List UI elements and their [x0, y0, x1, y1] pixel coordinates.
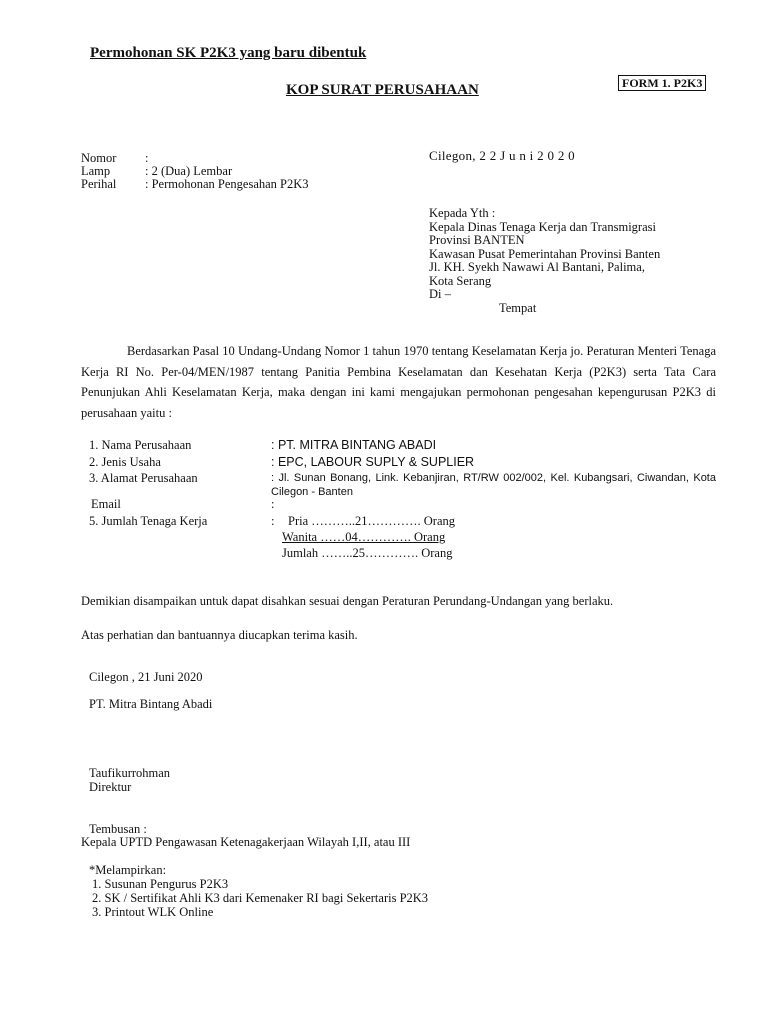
- workforce-male: Pria ………..21…………. Orang: [288, 514, 455, 528]
- item-value: :: [271, 497, 275, 511]
- item-value: : EPC, LABOUR SUPLY & SUPLIER: [271, 455, 475, 469]
- business-type-row: [89, 455, 474, 469]
- recipient-line: Provinsi BANTEN: [429, 233, 525, 247]
- workforce-row: [89, 514, 274, 528]
- item-label: Email: [91, 497, 121, 511]
- recipient-address: [429, 207, 660, 315]
- workforce-female: Wanita ……04…………. Orang: [282, 530, 446, 544]
- meta-value: : Permohonan Pengesahan P2K3: [145, 177, 309, 191]
- email-row: [91, 497, 274, 511]
- item-value: : PT. MITRA BINTANG ABADI: [271, 438, 437, 452]
- item-value: :: [271, 514, 275, 528]
- signature-place-date: Cilegon , 21 Juni 2020: [89, 670, 203, 684]
- item-label: 1. Nama Perusahaan: [89, 438, 192, 452]
- tembusan-value: Kepala UPTD Pengawasan Ketenagakerjaan Wilayah I,II, atau III: [81, 835, 411, 849]
- body-paragraph: Berdasarkan Pasal 10 Undang-Undang Nomor 1 tahun 1970 tentang Keselamatan Kerja jo. Peraturan Menteri Tenaga Kerja RI No. Per-04/MEN/1987 tentang Panitia Pembina Keselamatan dan Kesehatan Kerja (P2K3) serta Tata Cara Penunjukan Ahli Keselamatan Kerja, maka dengan ini kami mengajukan permohonan pengesahan kepengurusan P2K3 di perusahaan yaitu :: [81, 344, 716, 420]
- recipient-line: Kepada Yth :: [429, 206, 496, 220]
- meta-key: Lamp: [81, 164, 111, 178]
- address-row: [89, 471, 271, 485]
- company-name-row: [89, 438, 436, 452]
- meta-row-nomor: [81, 151, 148, 165]
- recipient-line: Kepala Dinas Tenaga Kerja dan Transmigrasi: [429, 219, 656, 234]
- meta-row-lamp: [81, 164, 232, 178]
- attachments-label: *Melampirkan:: [89, 863, 167, 877]
- signature-company: PT. Mitra Bintang Abadi: [89, 697, 213, 711]
- recipient-line: Kawasan Pusat Pemerintahan Provinsi Banten: [429, 246, 661, 261]
- closing-line-2: Atas perhatian dan bantuannya diucapkan terima kasih.: [81, 628, 358, 642]
- meta-key: Nomor: [81, 151, 117, 165]
- item-label: 3. Alamat Perusahaan: [89, 471, 198, 485]
- meta-value: :: [145, 151, 149, 165]
- form-label-box: FORM 1. P2K3: [618, 75, 706, 91]
- item-label: 2. Jenis Usaha: [89, 455, 161, 469]
- attachment-item: 2. SK / Sertifikat Ahli K3 dari Kemenaker RI bagi Sekertaris P2K3: [92, 891, 429, 905]
- recipient-line: Di –: [429, 287, 451, 301]
- signatory-position: Direktur: [89, 780, 132, 794]
- recipient-line: Kota Serang: [429, 273, 492, 288]
- address-value: : Jl. Sunan Bonang, Link. Kebanjiran, RT/RW 002/002, Kel. Kubangsari, Ciwandan, Kota Cilegon - Banten: [271, 472, 716, 498]
- meta-key: Perihal: [81, 177, 117, 191]
- meta-row-perihal: [81, 177, 309, 191]
- meta-value: : 2 (Dua) Lembar: [145, 164, 233, 178]
- letterhead-placeholder: KOP SURAT PERUSAHAAN: [286, 82, 479, 98]
- document-title: Permohonan SK P2K3 yang baru dibentuk: [90, 45, 367, 61]
- tembusan-label: Tembusan :: [89, 822, 147, 836]
- item-label: 5. Jumlah Tenaga Kerja: [89, 514, 208, 528]
- closing-line-1: Demikian disampaikan untuk dapat disahkan sesuai dengan Peraturan Perundang-Undangan yang berlaku.: [81, 594, 614, 608]
- signatory-name: Taufikurrohman: [89, 766, 171, 780]
- attachment-item: 3. Printout WLK Online: [92, 905, 214, 919]
- letter-date: Cilegon, 2 2 J u n i 2 0 2 0: [429, 148, 575, 163]
- recipient-line: Jl. KH. Syekh Nawawi Al Bantani, Palima,: [429, 260, 645, 274]
- workforce-total: Jumlah ……..25…………. Orang: [282, 546, 453, 560]
- attachment-item: 1. Susunan Pengurus P2K3: [92, 877, 229, 891]
- recipient-tempat: Tempat: [499, 300, 537, 315]
